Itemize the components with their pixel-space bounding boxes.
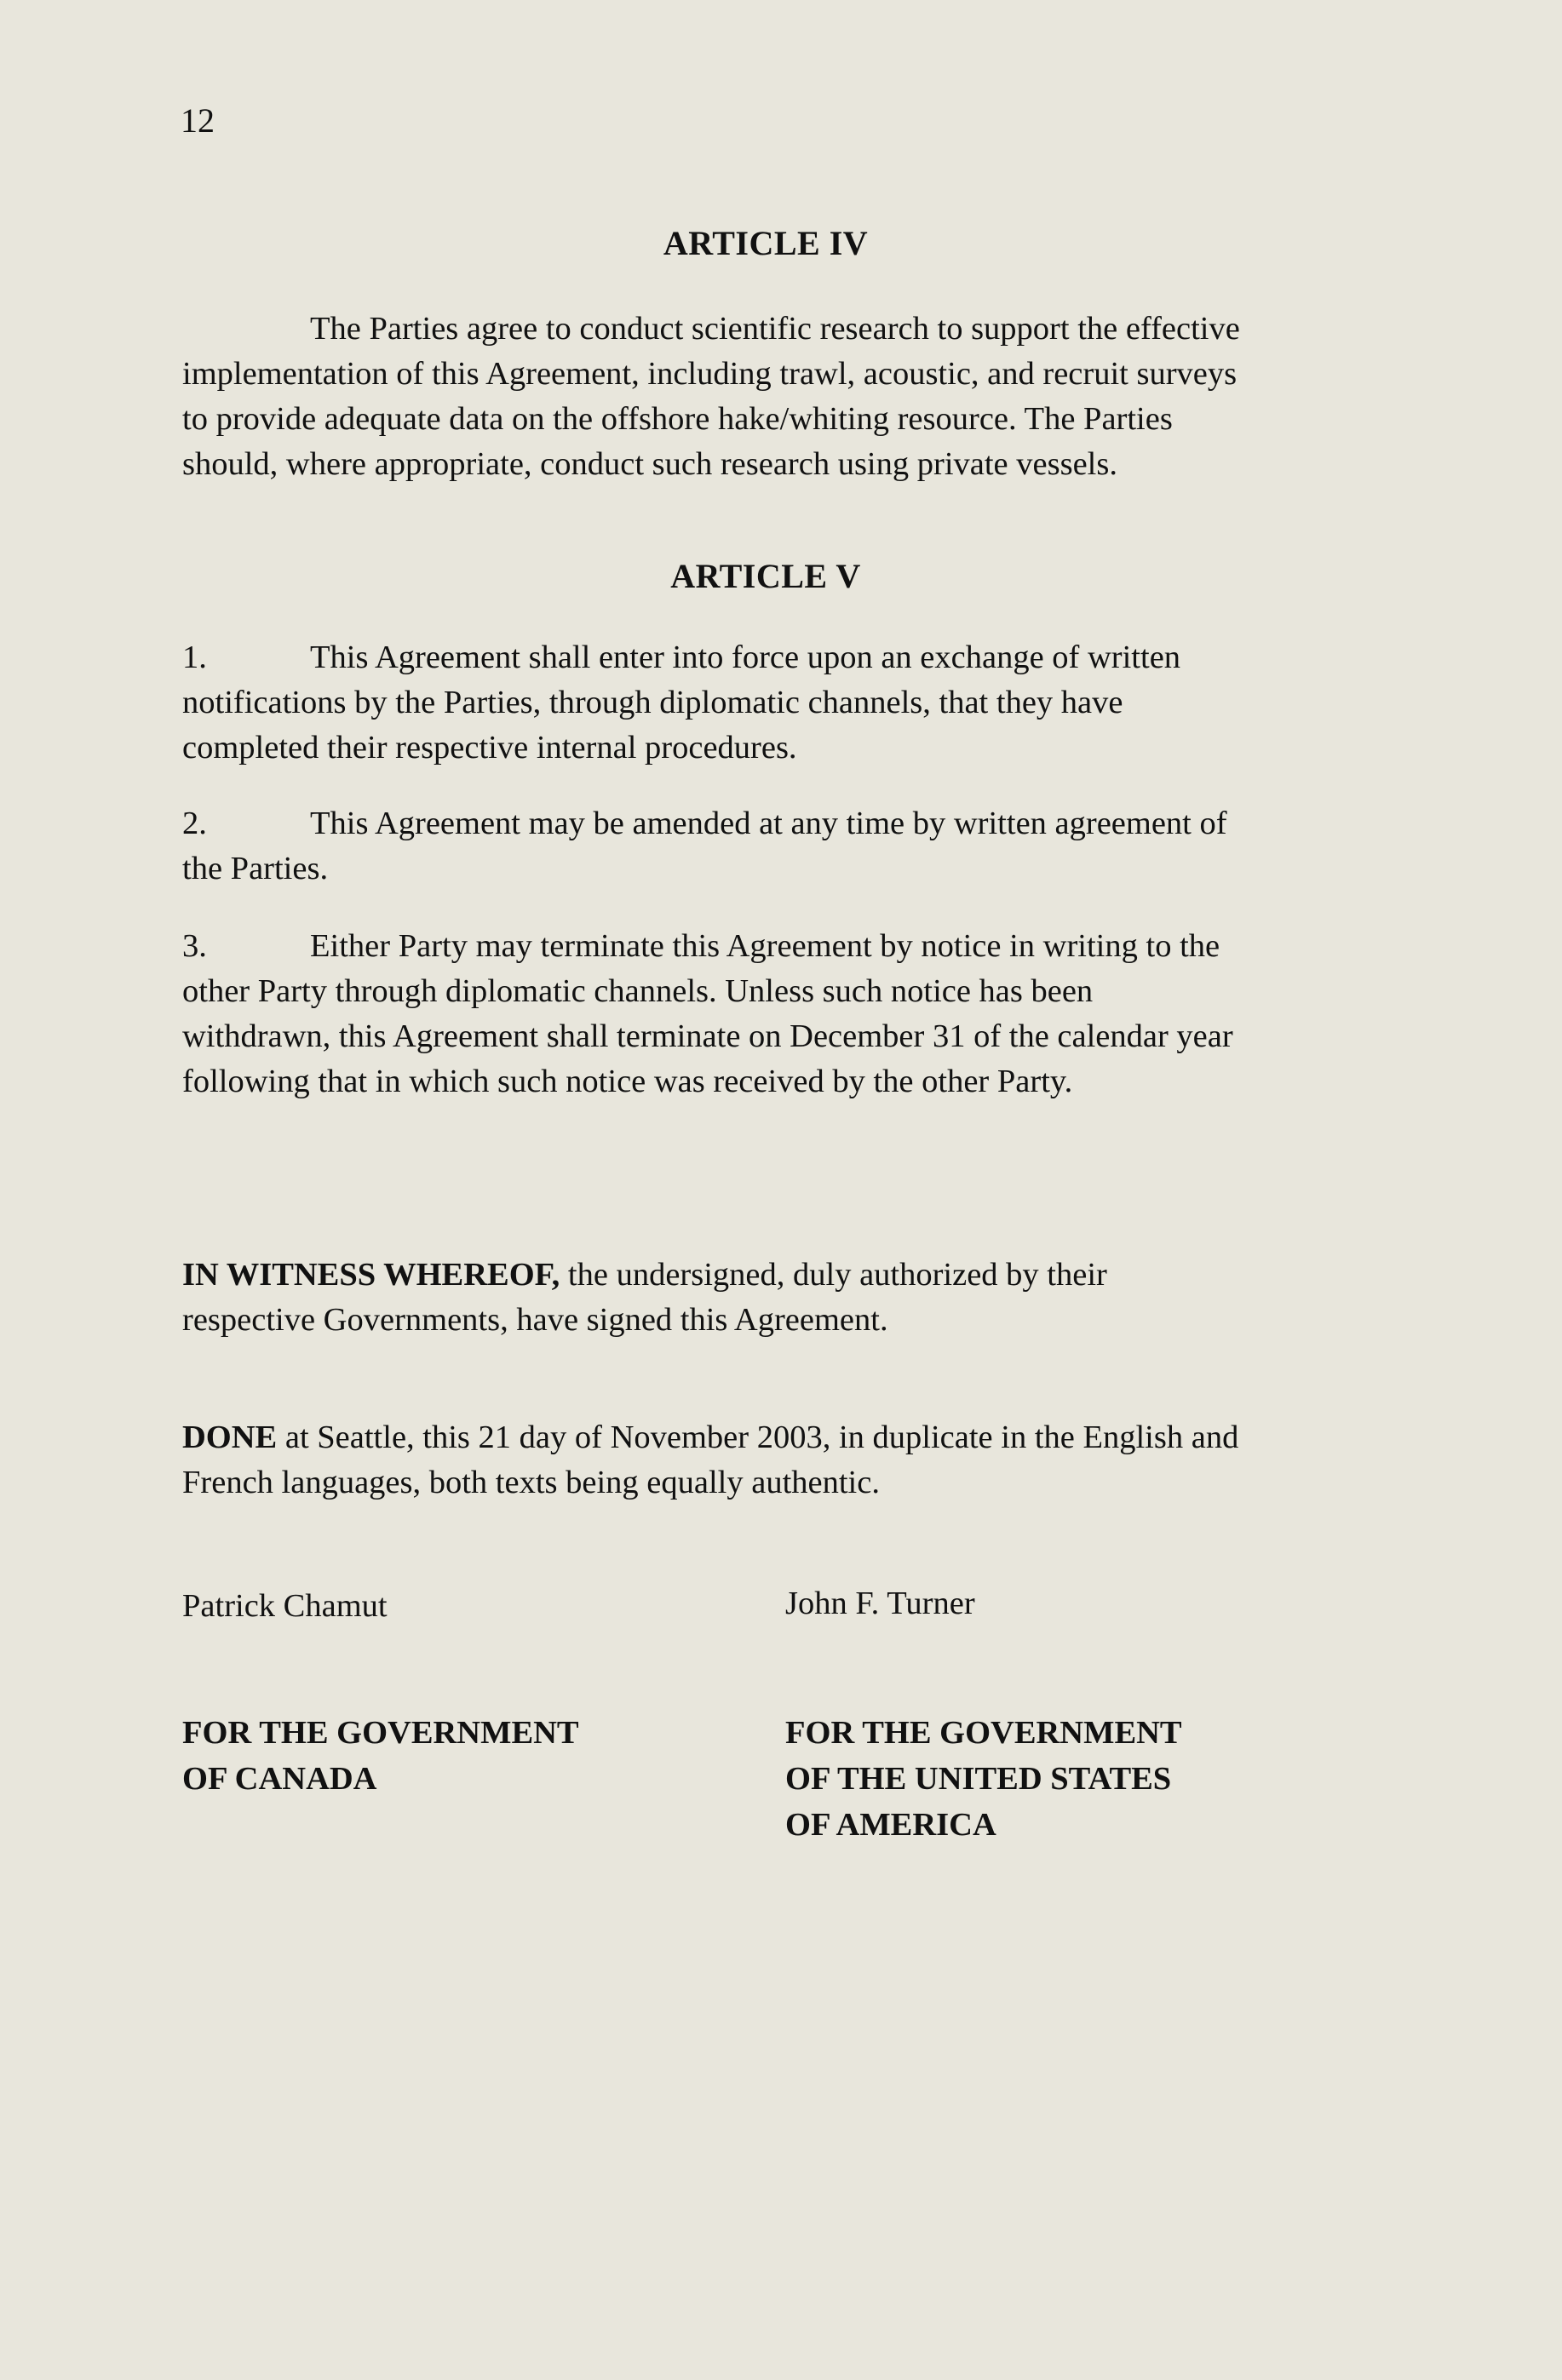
text-line: OF THE UNITED STATES [785,1761,1172,1797]
paragraph-number: 1. [182,639,207,675]
text-line: OF AMERICA [785,1807,996,1843]
done-clause [182,1415,1358,1505]
text-line: respective Governments, have signed this Agreement. [182,1302,888,1338]
text-line: FOR THE GOVERNMENT [182,1715,579,1751]
text-line: withdrawn, this Agreement shall terminate on December 31 of the calendar year [182,1018,1233,1054]
signatory-name-usa: John F. Turner [785,1586,975,1621]
text-line: French languages, both texts being equally authentic. [182,1465,880,1500]
government-label-canada [182,1710,693,1802]
witness-clause [182,1253,1358,1343]
article-v-paragraph-2 [182,801,1358,892]
article-v-heading: ARTICLE V [670,557,861,595]
text-line: following that in which such notice was received by the other Party. [182,1064,1073,1099]
page-number: 12 [181,101,215,140]
text-line: DONE at Seattle, this 21 day of November 2003, in duplicate in the English and [182,1419,1239,1455]
signatory-name-canada: Patrick Chamut [182,1588,388,1624]
text-line: other Party through diplomatic channels. Unless such notice has been [182,973,1094,1009]
government-label-usa [785,1710,1381,1848]
text-line: 2. This Agreement may be amended at any time by written agreement of [182,801,1358,846]
text-line: completed their respective internal procedures. [182,730,797,766]
text-line: 1. This Agreement shall enter into force upon an exchange of written [182,635,1358,680]
done-lead: DONE [182,1419,278,1455]
text-line: 3. Either Party may terminate this Agreement by notice in writing to the [182,924,1358,969]
text-line: IN WITNESS WHEREOF, the undersigned, duly authorized by their [182,1257,1107,1293]
article-v-paragraph-1 [182,635,1358,771]
text-line: the Parties. [182,851,329,886]
text-line: should, where appropriate, conduct such research using private vessels. [182,446,1117,482]
text-line: notifications by the Parties, through diplomatic channels, that they have [182,685,1123,720]
text-line: implementation of this Agreement, including trawl, acoustic, and recruit surveys [182,356,1238,392]
witness-lead: IN WITNESS WHEREOF, [182,1257,560,1293]
text-line: to provide adequate data on the offshore hake/whiting resource. The Parties [182,401,1173,437]
paragraph-number: 2. [182,806,207,841]
text-line: FOR THE GOVERNMENT [785,1715,1182,1751]
article-iv-heading: ARTICLE IV [663,224,869,262]
paragraph-number: 3. [182,928,207,964]
article-v-paragraph-3 [182,924,1358,1104]
text-line: OF CANADA [182,1761,377,1797]
article-iv-paragraph [182,307,1358,487]
text-line: The Parties agree to conduct scientific research to support the effective [310,311,1240,347]
